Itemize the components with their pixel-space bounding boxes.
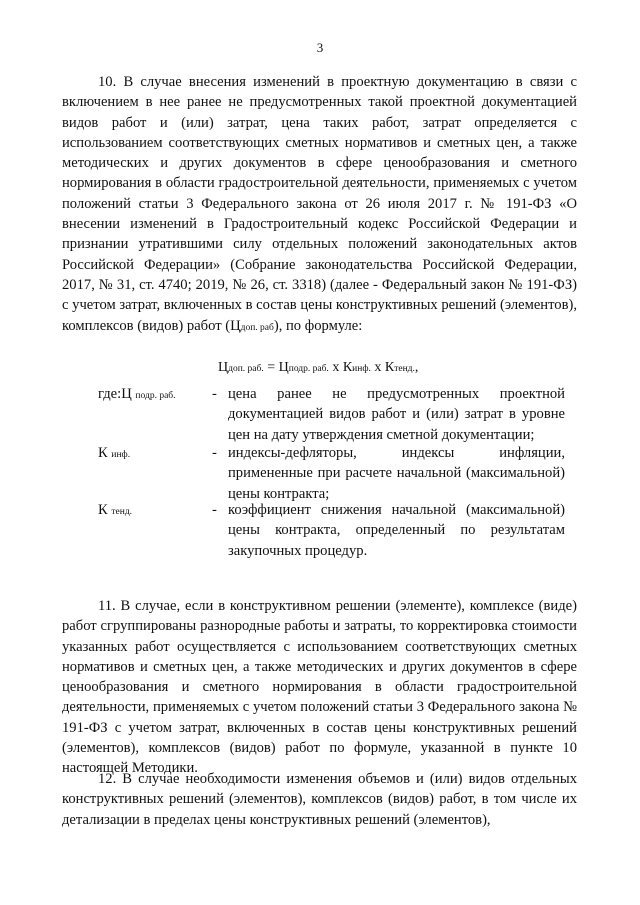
paragraph-10-subscript: доп. раб	[240, 322, 274, 333]
page-number: 3	[316, 40, 324, 55]
paragraph-10	[62, 72, 577, 338]
definition-dash-2: -	[212, 445, 217, 461]
definition-text-1: цена ранее не предусмотренных проектной документацией видов работ и (или) затрат в уровне цен на дату утверждения сметной документации;	[228, 386, 565, 443]
paragraph-10-text: 10. В случае внесения изменений в проектную документацию в связи с включением в нее ранее не предусмотренных такой проектной документацией видов работ и (или) затрат, цена таких работ, затрат определяется с использованием соответствующих сметных нормативов и сметных цен, а также методических и других документов в сфере ценообразования и сметного нормирования в области градостроительной деятельности, применяемых с учетом положений статьи 3 Федерального закона от 26 июля 2017 г. № 191-ФЗ «О внесении изменений в Градостроительный кодекс Российской Федерации и признании утратившими силу отдельных положений законодательных актов Российской Федерации» (Собрание законодательства Российской Федерации, 2017, № 31, ст. 4740; 2019, № 26, ст. 3318) (далее - Федеральный закон № 191-ФЗ) с учетом затрат, включенных в состав цены конструктивных решений (элементов), комплексов (видов) работ (Ц	[62, 74, 577, 334]
formula-term2-sub: инф.	[352, 364, 371, 374]
definition-text-3: коэффициент снижения начальной (максимальной) цены контракта, определенный по результатам закупочных процедур.	[228, 502, 565, 559]
definition-term-2	[98, 443, 203, 465]
definition-text-2: индексы-дефляторы, индексы инфляции, примененные при расчете начальной (максимальной) цены контракта;	[228, 445, 565, 502]
formula-term3-sub: тенд.	[394, 364, 415, 374]
formula-eq: = Ц	[263, 360, 289, 375]
definition-term-1	[98, 384, 203, 406]
definition-term-2-sub: инф.	[111, 450, 131, 460]
paragraph-11: 11. В случае, если в конструктивном решении (элементе), комплексе (виде) работ сгруппированы разнородные работы и затраты, то корректировка стоимости указанных работ осуществляется с использованием соответствующих сметных нормативов и сметных цен, а также методических и других документов в сфере ценообразования и сметного нормирования в области градостроительной деятельности, применяемых с учетом положений статьи 3 Федерального закона № 191-ФЗ с учетом затрат, включенных в состав цены конструктивных решений (элементов), комплексов (видов) работ по формуле, указанной в пункте 10 настоящей Методики.	[62, 598, 577, 777]
paragraph-10-tail: ), по формуле:	[273, 317, 363, 334]
formula-term1-sub: подр. раб.	[288, 364, 329, 374]
definition-term-3-prefix: К	[98, 502, 108, 518]
definition-term-3-sub: тенд.	[111, 507, 133, 517]
definition-term-1-prefix: где:Ц	[98, 386, 132, 402]
definition-term-1-sub: подр. раб.	[135, 391, 176, 401]
formula-lhs-sub: доп. раб.	[228, 364, 264, 374]
formula-end: ,	[414, 360, 419, 375]
paragraph-12: 12. В случае необходимости изменения объемов и (или) видов отдельных конструктивных решений (элементов), комплексов (видов) работ, в том числе их детализации в пределах цены конструктивных решений (элементов),	[62, 771, 577, 828]
formula	[218, 360, 418, 376]
definition-dash-3: -	[212, 502, 217, 518]
definition-dash-1: -	[212, 386, 217, 402]
definition-term-3	[98, 500, 203, 522]
formula-mult1: x К	[328, 360, 353, 375]
formula-mult2: x К	[370, 360, 395, 375]
formula-lhs: Ц	[218, 360, 229, 375]
definition-term-2-prefix: К	[98, 445, 108, 461]
